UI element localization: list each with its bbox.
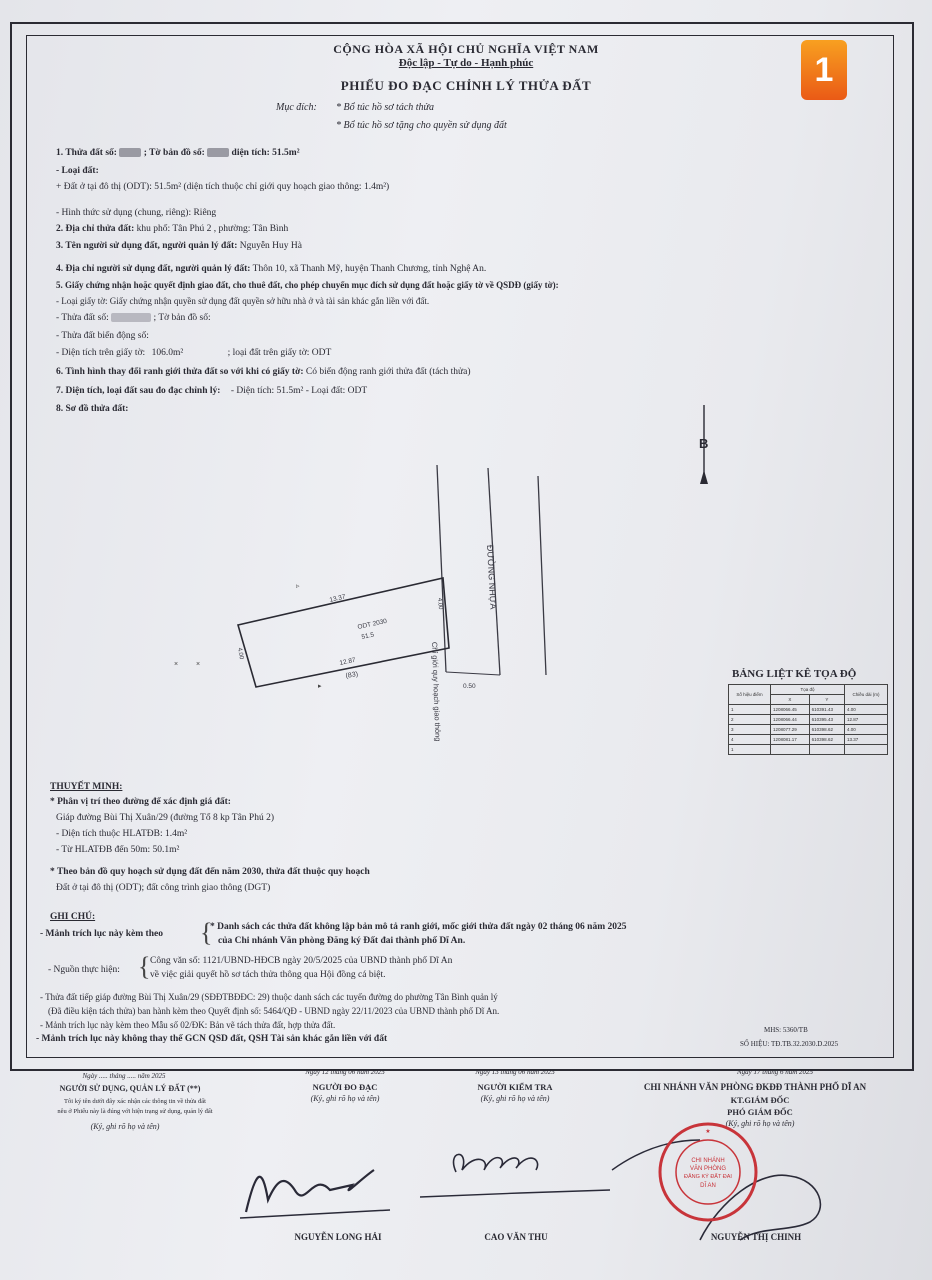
north-label: B bbox=[699, 436, 709, 451]
road-width-label: 0.50 bbox=[463, 683, 476, 690]
usage-form: - Hình thức sử dụng (chung, riêng): Riêng bbox=[56, 208, 217, 218]
field-5-area-value: 106.0m² bbox=[151, 348, 184, 358]
seal-text-1: CHI NHÁNH bbox=[691, 1158, 725, 1164]
field-5-variation: - Thửa đất biến động số: bbox=[56, 331, 149, 341]
purpose-label: Mục đích: bbox=[276, 102, 317, 113]
user-note-2: nêu ở Phiếu này là đúng với hiện trạng sử dụng, quản lý đất bbox=[57, 1108, 213, 1115]
map-sheet-label: ; Tờ bản đồ số: bbox=[143, 148, 205, 158]
explanation-line-3: - Diện tích thuộc HLATĐB: 1.4m² bbox=[56, 829, 188, 839]
purpose-line-2: * Bổ túc hồ sơ tặng cho quyền sử dụng đất bbox=[336, 120, 507, 131]
seal-text-3: ĐĂNG KÝ ĐẤT ĐAI bbox=[684, 1174, 732, 1180]
notes-source-line-1: Công văn số: 1121/UBND-HĐCB ngày 20/5/2025 của UBND thành phố Dĩ An bbox=[150, 956, 453, 966]
user-sign-hint: (Ký, ghi rõ họ và tên) bbox=[90, 1122, 160, 1131]
edge-top-label: 13.37 bbox=[328, 593, 347, 604]
coord-header-point: Số hiệu điểm bbox=[729, 685, 771, 705]
notes-title: GHI CHÚ: bbox=[50, 912, 96, 922]
branch-deputy: PHÓ GIÁM ĐỐC bbox=[727, 1107, 793, 1117]
cell: 610391.43 bbox=[809, 705, 844, 715]
boundary-change-value: Có biến động ranh giới thửa đất (tách thửa) bbox=[305, 367, 471, 377]
user-note-1: Tôi ký tên dưới đây xác nhận các thông tin về thửa đất bbox=[64, 1098, 206, 1105]
explanation-line-1: * Phân vị trí theo đường để xác định giá đất: bbox=[50, 797, 231, 807]
cell: 610395.43 bbox=[809, 715, 844, 725]
branch-sign-hint: (Ký, ghi rõ họ và tên) bbox=[725, 1119, 795, 1128]
field-5-area-label: - Diện tích trên giấy tờ: bbox=[56, 348, 146, 358]
user-title: NGƯỜI SỬ DỤNG, QUẢN LÝ ĐẤT (**) bbox=[59, 1084, 201, 1093]
checker-sign-hint: (Ký, ghi rõ họ và tên) bbox=[480, 1094, 550, 1103]
cell: 1208066.45 bbox=[771, 705, 810, 715]
owner-address-label: 4. Địa chỉ người sử dụng đất, người quản lý đất: bbox=[56, 264, 251, 274]
brace-symbol: { bbox=[200, 918, 213, 947]
photo-index-badge: 1 bbox=[801, 40, 847, 100]
notes-source-label: - Nguồn thực hiện: bbox=[48, 965, 120, 975]
checker-title: NGƯỜI KIỂM TRA bbox=[477, 1082, 553, 1092]
serial-number: SỐ HIỆU: TĐ.TB.32.2030.D.2025 bbox=[740, 1040, 839, 1048]
branch-title: CHI NHÁNH VĂN PHÒNG ĐKĐĐ THÀNH PHỐ DĨ AN bbox=[643, 1082, 867, 1092]
road-label: ĐƯỜNG NHỰA bbox=[485, 544, 499, 610]
notes-attached-line-2: của Chi nhánh Văn phòng Đăng ký Đất đai thành phố Dĩ An. bbox=[218, 936, 466, 946]
cell: 13.37 bbox=[844, 735, 887, 745]
cell: 610398.62 bbox=[809, 725, 844, 735]
mark-symbol: × bbox=[196, 661, 201, 668]
seal-star: ★ bbox=[705, 1129, 711, 1135]
branch-kt: KT.GIÁM ĐỐC bbox=[730, 1095, 790, 1105]
record-number: MHS: 5360/TB bbox=[764, 1026, 808, 1034]
explanation-line-4: - Từ HLATĐB đến 50m: 50.1m² bbox=[56, 845, 180, 855]
field-5-label: 5. Giấy chứng nhận hoặc quyết định giao đất, cho thuê đất, cho phép chuyển mục đích sử dụng đất hoặc giấy tờ về QSDĐ (giấy tờ): bbox=[56, 280, 559, 290]
guide-line-label: Chỉ giới quy hoạch giao thông bbox=[430, 641, 443, 742]
field-5-doc-type: - Loại giấy tờ: Giấy chứng nhận quyền sử dụng đất quyền sở hữu nhà ở và tài sản khác gắn liền với đất. bbox=[56, 296, 430, 306]
explanation-line-5: * Theo bản đồ quy hoạch sử dụng đất đến năm 2030, thửa đất thuộc quy hoạch bbox=[50, 867, 370, 877]
owner-label: 3. Tên người sử dụng đất, người quản lý đất: bbox=[56, 241, 238, 251]
coord-header-coord: Tọa độ bbox=[771, 685, 845, 695]
coord-header-length: Chiều dài (m) bbox=[844, 685, 887, 705]
checker-signature bbox=[454, 1154, 538, 1172]
edge-bottom-label: 12.87 bbox=[338, 656, 357, 667]
owner-address-value: Thôn 10, xã Thanh Mỹ, huyện Thanh Chương, tỉnh Nghệ An. bbox=[252, 264, 487, 274]
cell: 3 bbox=[729, 725, 771, 735]
notes-source-line-2: về việc giải quyết hồ sơ tách thửa thông qua Hội đồng cá biệt. bbox=[150, 970, 386, 980]
coord-header-x: X bbox=[771, 695, 810, 705]
cell: 1 bbox=[729, 705, 771, 715]
field-5-parcel-label: - Thửa đất số: bbox=[56, 313, 109, 323]
plot-code: ODT 2030 bbox=[356, 617, 388, 631]
cell: 1208081.17 bbox=[771, 735, 810, 745]
branch-signature-stroke bbox=[612, 1140, 700, 1170]
cell: 4.00 bbox=[844, 705, 887, 715]
owner-value: Nguyễn Huy Hà bbox=[239, 241, 302, 251]
brace-symbol: { bbox=[138, 952, 151, 981]
user-signature bbox=[246, 1170, 374, 1212]
surveyor-title: NGƯỜI ĐO ĐẠC bbox=[312, 1082, 378, 1092]
cell: 1208066.44 bbox=[771, 715, 810, 725]
notes-line-6: - Mảnh trích lục này không thay thế GCN QSD đất, QSH Tài sản khác gắn liền với đất bbox=[36, 1034, 388, 1044]
official-seal bbox=[660, 1124, 756, 1220]
user-date: Ngày ..... tháng ..... năm 2025 bbox=[82, 1072, 166, 1080]
field-5-sheet-label: ; Tờ bản đồ số: bbox=[153, 313, 211, 323]
surveyor-sign-hint: (Ký, ghi rõ họ và tên) bbox=[310, 1094, 380, 1103]
seal-text-4: DĨ AN bbox=[700, 1183, 716, 1189]
surveyor-signature-line bbox=[420, 1190, 610, 1197]
parcel-number-label: 1. Thửa đất số: bbox=[56, 148, 117, 158]
edge-right-label: 4.00 bbox=[436, 597, 444, 610]
mark-symbol: ▸ bbox=[318, 683, 322, 690]
surveyor-date: Ngày 12 tháng 06 năm 2025 bbox=[305, 1068, 385, 1076]
address-value: khu phố: Tân Phú 2 , phường: Tân Bình bbox=[136, 224, 289, 234]
address-label: 2. Địa chỉ thửa đất: bbox=[56, 224, 135, 234]
branch-date: Ngày 17 tháng 6 năm 2025 bbox=[736, 1068, 814, 1076]
nation-heading: CỘNG HÒA XÃ HỘI CHỦ NGHĨA VIỆT NAM bbox=[333, 42, 599, 56]
user-name: NGUYỄN LONG HẢI bbox=[294, 1232, 382, 1242]
surveyor-name: CAO VĂN THU bbox=[484, 1232, 548, 1242]
branch-signature bbox=[700, 1175, 820, 1240]
cell: 4 bbox=[729, 735, 771, 745]
cell: 4.00 bbox=[844, 725, 887, 735]
explanation-line-6: Đất ở tại đô thị (ODT); đất công trình giao thông (DGT) bbox=[56, 883, 271, 893]
sketch-label: 8. Sơ đồ thửa đất: bbox=[56, 404, 129, 414]
land-type-value: + Đất ở tại đô thị (ODT): 51.5m² (diện tích thuộc chỉ giới quy hoạch giao thông: 1.4m²) bbox=[56, 182, 390, 192]
branch-officer-name: NGUYỄN THỊ CHINH bbox=[710, 1232, 802, 1242]
cell: 1 bbox=[729, 745, 771, 755]
purpose-line-1: * Bổ túc hồ sơ tách thửa bbox=[336, 102, 435, 113]
land-type-label: - Loại đất: bbox=[56, 166, 99, 176]
notes-line-3: - Thửa đất tiếp giáp đường Bùi Thị Xuân/29 (SĐĐTBĐĐC: 29) thuộc danh sách các tuyến đường do phường Tân Bình quản lý bbox=[40, 992, 498, 1002]
explanation-line-2: Giáp đường Bùi Thị Xuân/29 (đường Tổ 8 kp Tân Phú 2) bbox=[56, 813, 274, 823]
notes-attached-label: - Mảnh trích lục này kèm theo bbox=[40, 929, 163, 939]
mark-symbol: ▹ bbox=[296, 583, 300, 590]
document-title: PHIẾU ĐO ĐẠC CHỈNH LÝ THỬA ĐẤT bbox=[340, 78, 592, 93]
plot-number: (83) bbox=[345, 670, 359, 680]
cell: 1208077.29 bbox=[771, 725, 810, 735]
boundary-change-label: 6. Tình hình thay đổi ranh giới thửa đất so với khi có giấy tờ: bbox=[56, 367, 304, 377]
notes-attached-line-1: * Danh sách các thửa đất không lập bản mô tả ranh giới, mốc giới thửa đất ngày 02 tháng 06 năm 2025 bbox=[210, 922, 627, 932]
mark-symbol: × bbox=[174, 661, 179, 668]
explanation-title: THUYẾT MINH: bbox=[50, 782, 123, 792]
national-motto: Độc lập - Tự do - Hạnh phúc bbox=[398, 57, 534, 69]
cell: 12.87 bbox=[844, 715, 887, 725]
result-value: - Diện tích: 51.5m² - Loại đất: ODT bbox=[230, 386, 368, 396]
coord-header-y: Y bbox=[809, 695, 844, 705]
area-value: diện tích: 51.5m² bbox=[231, 148, 300, 158]
coord-table-title: BẢNG LIỆT KÊ TỌA ĐỘ bbox=[732, 668, 857, 680]
user-signature-underline bbox=[240, 1210, 390, 1218]
edge-left-label: 4.00 bbox=[236, 647, 244, 660]
result-label: 7. Diện tích, loại đất sau đo đạc chỉnh lý: bbox=[56, 386, 221, 396]
cell: 610398.62 bbox=[809, 735, 844, 745]
notes-line-5: - Mảnh trích lục này kèm theo Mẫu số 02/ĐK: Bản vẽ tách thửa đất, hợp thửa đất. bbox=[40, 1020, 336, 1030]
field-5-land-type: ; loại đất trên giấy tờ: ODT bbox=[227, 348, 332, 358]
checker-date: Ngày 13 tháng 06 năm 2025 bbox=[475, 1068, 555, 1076]
cell: 2 bbox=[729, 715, 771, 725]
notes-line-4: (Đã điều kiện tách thửa) ban hành kèm theo Quyết định số: 5464/QĐ - UBND ngày 22/11/2023 của UBND thành phố Dĩ An. bbox=[48, 1006, 500, 1016]
seal-text-2: VĂN PHÒNG bbox=[689, 1166, 727, 1172]
plot-area: 51.5 bbox=[360, 631, 375, 641]
